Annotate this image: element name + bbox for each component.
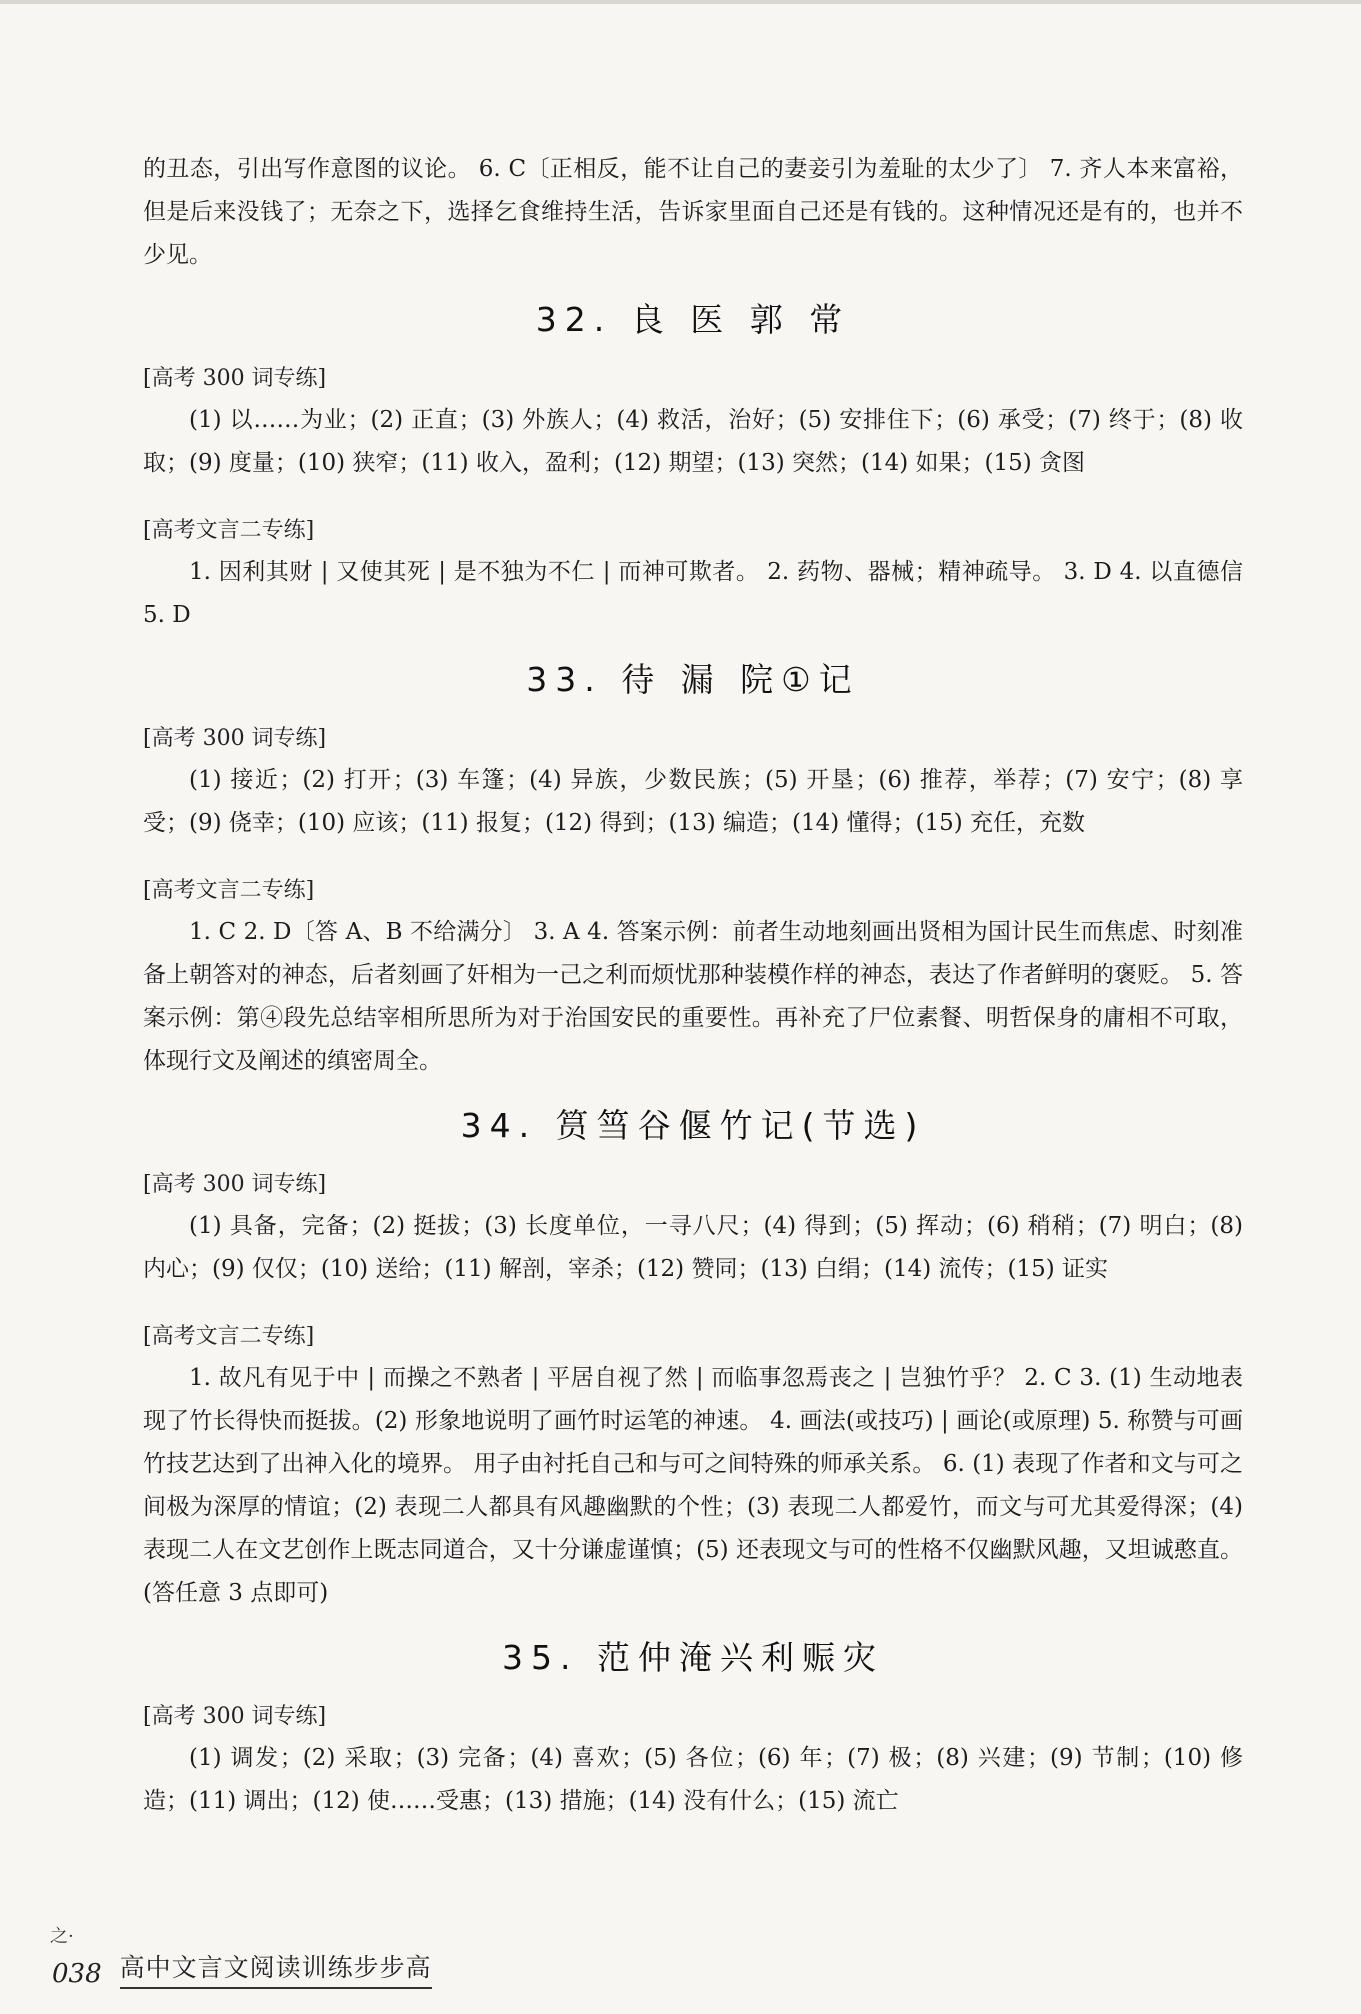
section-33-vocab-label: [高考 300 词专练] bbox=[143, 726, 327, 751]
section-34-vocab-label: [高考 300 词专练] bbox=[143, 1172, 327, 1197]
top-border bbox=[0, 0, 1361, 4]
section-33-wy: 1. C 2. D〔答 A、B 不给满分〕 3. A 4. 答案示例：前者生动地刻画出贤相为国计民生而焦虑、时刻准备上朝答对的神态，后者刻画了奸相为一己之利而烦忧那种装模作样的神态，表达了作者鲜明的褒贬。 5. 答案示例：第④段先总结宰相所思所为对于治国安民的重要性。再补充了尸位素餐、明哲保身的庸相不可取，体现行文及阐述的缜密周全。 bbox=[143, 919, 1243, 1074]
section-32-vocab-label: [高考 300 词专练] bbox=[143, 366, 327, 391]
section-32-wy-label: [高考文言二专练] bbox=[143, 518, 315, 543]
section-35-vocab: (1) 调发；(2) 采取；(3) 完备；(4) 喜欢；(5) 各位；(6) 年；(7) 极；(8) 兴建；(9) 节制；(10) 修造；(11) 调出；(12) 使……受惠；(13) 措施；(14) 没有什么；(15) 流亡 bbox=[143, 1745, 1243, 1814]
footer-mark: 之· bbox=[50, 1926, 74, 1947]
section-33-wy-label: [高考文言二专练] bbox=[143, 878, 315, 903]
section-34-wy: 1. 故凡有见于中 | 而操之不熟者 | 平居自视了然 | 而临事忽焉丧之 | 岂独竹乎？ 2. C 3. (1) 生动地表现了竹长得快而挺拔。(2) 形象地说明了画竹时运笔的神速。 4. 画法(或技巧) | 画论(或原理) 5. 称赞与可画竹技艺达到了出神入化的境界。 用子由衬托自己和与可之间特殊的师承关系。 6. (1) 表现了作者和文与可之间极为深厚的情谊；(2) 表现二人都具有风趣幽默的个性；(3) 表现二人都爱竹，而文与可尤其爱得深；(4) 表现二人在文艺创作上既志同道合，又十分谦虚谨慎；(5) 还表现文与可的性格不仅幽默风趣，又坦诚憨直。(答任意 3 点即可) bbox=[143, 1365, 1243, 1606]
section-34-vocab: (1) 具备，完备；(2) 挺拔；(3) 长度单位，一寻八尺；(4) 得到；(5) 挥动；(6) 稍稍；(7) 明白；(8) 内心；(9) 仅仅；(10) 送给；(11) 解剖，宰杀；(12) 赞同；(13) 白绢；(14) 流传；(15) 证实 bbox=[143, 1213, 1243, 1282]
book-title: 高中文言文阅读训练步步高 bbox=[120, 1948, 432, 1989]
section-35-vocab-label: [高考 300 词专练] bbox=[143, 1704, 327, 1729]
intro-paragraph: 的丑态，引出写作意图的议论。 6. C〔正相反，能不让自己的妻妾引为羞耻的太少了〕 7. 齐人本来富裕，但是后来没钱了；无奈之下，选择乞食维持生活，告诉家里面自己还是有钱的。这种情况还是有的，也并不少见。 bbox=[143, 156, 1243, 268]
page-footer bbox=[50, 1926, 432, 1989]
section-32-title: 32. 良 医 郭 常 bbox=[535, 300, 851, 339]
page-content bbox=[143, 148, 1243, 1823]
section-35-title: 35. 范仲淹兴利赈灾 bbox=[502, 1638, 884, 1677]
section-33-vocab: (1) 接近；(2) 打开；(3) 车篷；(4) 异族，少数民族；(5) 开垦；(6) 推荐，举荐；(7) 安宁；(8) 享受；(9) 侥幸；(10) 应该；(11) 报复；(12) 得到；(13) 编造；(14) 懂得；(15) 充任，充数 bbox=[143, 767, 1244, 836]
page-number: 038 bbox=[52, 1959, 102, 1989]
section-34-wy-label: [高考文言二专练] bbox=[143, 1324, 315, 1349]
section-32-vocab: (1) 以……为业；(2) 正直；(3) 外族人；(4) 救活，治好；(5) 安排住下；(6) 承受；(7) 终于；(8) 收取；(9) 度量；(10) 狭窄；(11) 收入，盈利；(12) 期望；(13) 突然；(14) 如果；(15) 贪图 bbox=[143, 407, 1243, 476]
section-33-title: 33. 待 漏 院①记 bbox=[526, 660, 860, 699]
section-32-wy: 1. 因利其财 | 又使其死 | 是不独为不仁 | 而神可欺者。 2. 药物、器械；精神疏导。 3. D 4. 以直德信 5. D bbox=[143, 559, 1243, 628]
section-34-title: 34. 筼筜谷偃竹记(节选) bbox=[460, 1106, 926, 1145]
